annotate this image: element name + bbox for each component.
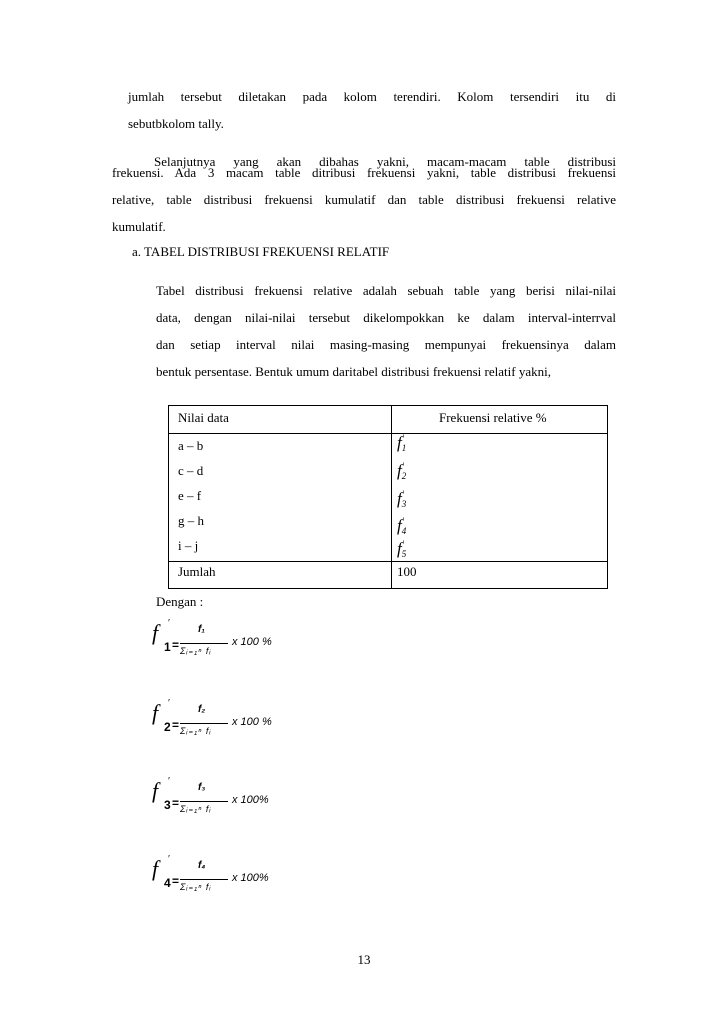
relative-frequency-symbol: $f_3'$ bbox=[397, 489, 407, 509]
paragraph-line: jumlah tersebut diletakan pada kolom terendiri. Kolom tersendiri itu di bbox=[128, 89, 616, 104]
paragraph-line: sebutbkolom tally. bbox=[128, 116, 224, 131]
relative-frequency-symbol: $f_1'$ bbox=[397, 433, 407, 453]
relative-frequency-symbol: $f_4'$ bbox=[397, 516, 407, 536]
paragraph-line: kumulatif. bbox=[112, 219, 166, 234]
table-cell-range: a – b bbox=[178, 438, 204, 453]
paragraph-line: relative, table distribusi frekuensi kumulatif dan table distribusi frekuensi relative bbox=[112, 192, 616, 207]
table-divider bbox=[391, 406, 392, 588]
dengan-label: Dengan : bbox=[156, 594, 204, 609]
paragraph-line: frekuensi. Ada 3 macam table ditribusi frekuensi yakni, table distribusi frekuensi bbox=[112, 165, 616, 180]
table-header-nilai: Nilai data bbox=[178, 410, 229, 425]
table-cell-range: c – d bbox=[178, 463, 204, 478]
formula-4: f ′ 4 = f₄ Σᵢ₌₁ⁿ fᵢ x 100% bbox=[152, 854, 269, 892]
section-heading: a. TABEL DISTRIBUSI FREKUENSI RELATIF bbox=[132, 244, 390, 259]
paragraph-line: Tabel distribusi frekuensi relative adalah sebuah table yang berisi nilai-nilai bbox=[156, 283, 616, 298]
table-header-frekuensi: Frekuensi relative % bbox=[439, 410, 547, 425]
table-total-label: Jumlah bbox=[178, 564, 216, 579]
relative-frequency-symbol: $f_5'$ bbox=[397, 539, 407, 559]
formula-2: f ′ 2 = f₂ Σᵢ₌₁ⁿ fᵢ x 100 % bbox=[152, 698, 272, 736]
table-divider bbox=[169, 433, 607, 434]
paragraph-line: bentuk persentase. Bentuk umum daritabel distribusi frekuensi relatif yakni, bbox=[156, 364, 551, 379]
table-cell-range: i – j bbox=[178, 538, 199, 553]
table-cell-range: e – f bbox=[178, 488, 202, 503]
table-cell-range: g – h bbox=[178, 513, 204, 528]
table-total-value: 100 bbox=[397, 564, 417, 579]
relative-frequency-symbol: $f_2'$ bbox=[397, 461, 407, 481]
paragraph-line: Selanjutnya yang akan dibahas yakni, macam-macam table distribusi bbox=[154, 154, 616, 169]
paragraph-line: dan setiap interval nilai masing-masing mempunyai frekuensinya dalam bbox=[156, 337, 616, 352]
frequency-table bbox=[168, 405, 608, 589]
page-number: 13 bbox=[357, 952, 371, 967]
table-divider bbox=[169, 561, 607, 562]
formula-3: f ′ 3 = f₃ Σᵢ₌₁ⁿ fᵢ x 100% bbox=[152, 776, 269, 814]
formula-1: f ′ 1 = f₁ Σᵢ₌₁ⁿ fᵢ x 100 % bbox=[152, 618, 272, 656]
paragraph-line: data, dengan nilai-nilai tersebut dikelompokkan ke dalam interval-interrval bbox=[156, 310, 616, 325]
